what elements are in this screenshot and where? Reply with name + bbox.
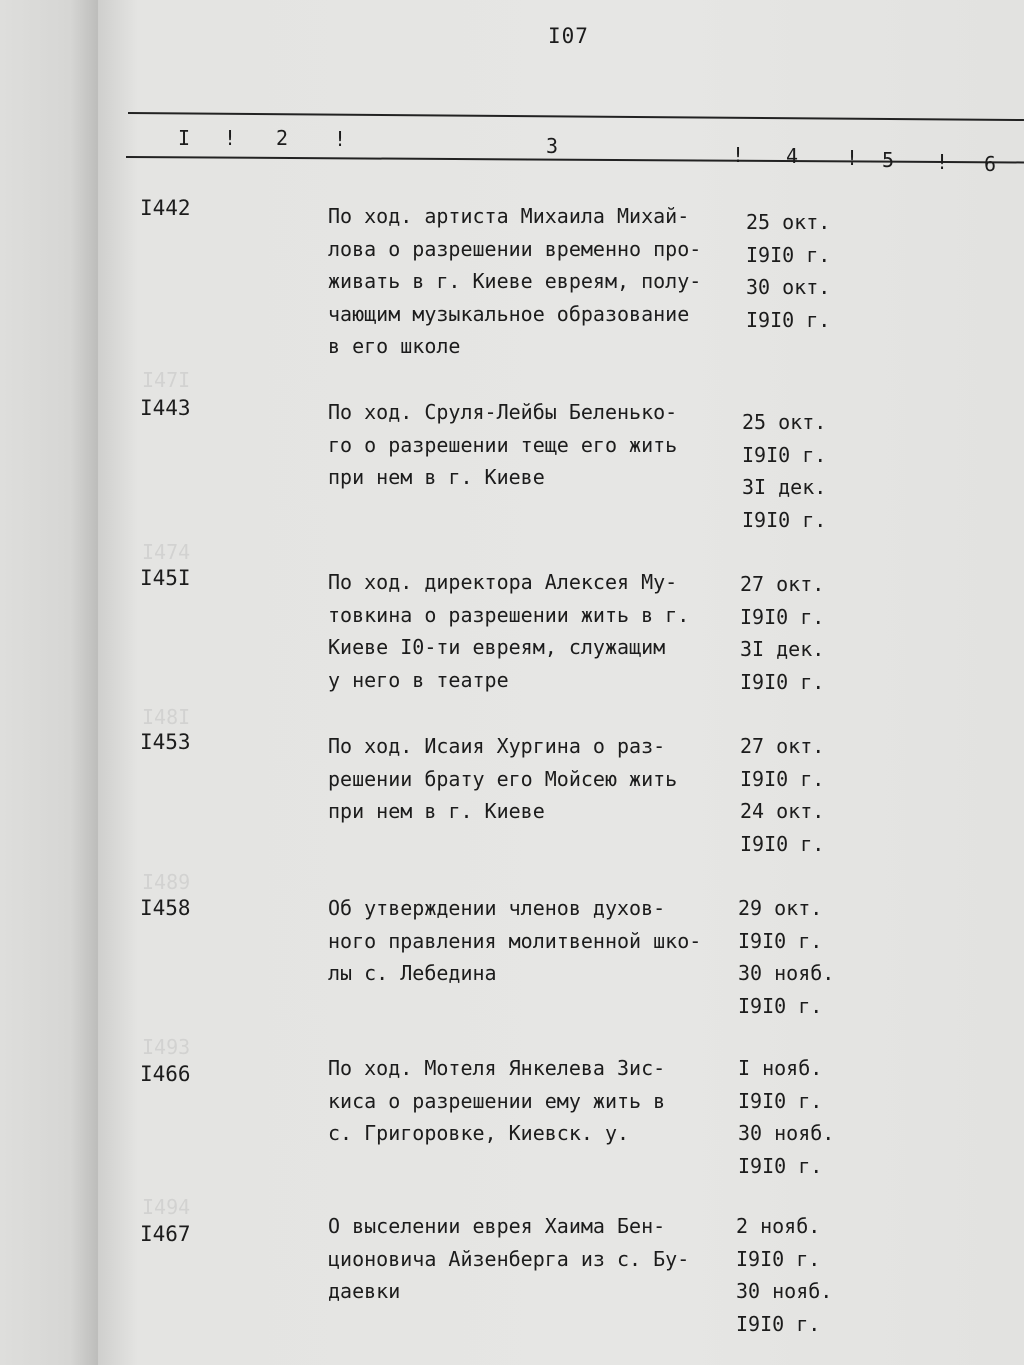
facing-page-edge xyxy=(0,0,98,1365)
description-line: решении брату его Мойсею жить xyxy=(328,766,678,791)
description-line: чающим музыкальное образование xyxy=(328,301,690,326)
case-dates xyxy=(736,1210,832,1340)
case-description xyxy=(328,730,677,828)
case-dates xyxy=(738,1052,834,1182)
description-line: у него в театре xyxy=(328,667,509,692)
description-line: при нем в г. Киеве xyxy=(328,799,545,823)
bleed-through-mark: I494 xyxy=(142,1195,191,1219)
date-line: 29 окт. xyxy=(738,896,823,920)
date-line: 27 окт. xyxy=(740,572,825,596)
date-line: 25 окт. xyxy=(746,210,831,234)
case-dates xyxy=(746,206,830,336)
case-dates xyxy=(738,892,834,1022)
date-line: 25 окт. xyxy=(742,410,827,434)
date-line: I9I0 г. xyxy=(736,1311,821,1336)
description-line: товкина о разрешении жить в г. xyxy=(328,602,690,627)
case-description xyxy=(328,1052,665,1150)
date-line: 30 окт. xyxy=(746,275,831,299)
date-line: 2 нояб. xyxy=(736,1214,821,1238)
column-header-4: 4 xyxy=(786,144,799,168)
column-separator: ! xyxy=(224,126,237,150)
description-line: при нем в г. Киеве xyxy=(328,465,545,489)
bleed-through-mark: I489 xyxy=(142,870,191,894)
description-line: По ход. Мотеля Янкелева Зис- xyxy=(328,1056,666,1080)
date-line: I9I0 г. xyxy=(736,1246,821,1271)
case-description xyxy=(328,566,689,696)
description-line: го о разрешении теще его жить xyxy=(328,432,678,457)
description-line: с. Григоровке, Киевск. у. xyxy=(328,1121,630,1145)
description-line: лова о разрешении временно про- xyxy=(328,236,702,261)
date-line: 24 окт. xyxy=(740,799,825,823)
case-number: I443 xyxy=(140,396,191,420)
case-number: I466 xyxy=(140,1062,191,1086)
description-line: О выселении еврея Хаима Бен- xyxy=(328,1214,666,1238)
date-line: I9I0 г. xyxy=(738,1088,823,1113)
date-line: I9I0 г. xyxy=(738,993,823,1018)
description-line: киса о разрешении ему жить в xyxy=(328,1088,666,1113)
date-line: I9I0 г. xyxy=(740,831,825,856)
case-description xyxy=(328,396,677,494)
case-dates xyxy=(742,406,826,536)
bleed-through-mark: I493 xyxy=(142,1035,191,1059)
date-line: 30 нояб. xyxy=(738,1121,835,1145)
column-header-3: 3 xyxy=(546,134,559,158)
description-line: По ход. артиста Михаила Михай- xyxy=(328,204,690,228)
description-line: Киеве I0-ти евреям, служащим xyxy=(328,635,666,659)
column-separator: ! xyxy=(846,146,859,170)
date-line: I9I0 г. xyxy=(738,928,823,953)
description-line: По ход. Исаия Хургина о раз- xyxy=(328,734,666,758)
date-line: I9I0 г. xyxy=(740,669,825,694)
description-line: ного правления молитвенной шко- xyxy=(328,928,702,953)
date-line: I9I0 г. xyxy=(746,242,831,267)
case-description xyxy=(328,1210,689,1308)
case-number: I458 xyxy=(140,896,191,920)
bleed-through-mark: I47I xyxy=(142,368,191,392)
description-line: ционовича Айзенберга из с. Бу- xyxy=(328,1246,690,1271)
date-line: 27 окт. xyxy=(740,734,825,758)
date-line: I9I0 г. xyxy=(740,766,825,791)
date-line: 3I дек. xyxy=(742,475,827,499)
column-header-5: 5 xyxy=(882,148,895,172)
date-line: I9I0 г. xyxy=(746,307,831,332)
column-header-2: 2 xyxy=(276,126,289,150)
date-line: I9I0 г. xyxy=(742,507,827,532)
description-line: в его школе xyxy=(328,334,461,358)
date-line: I9I0 г. xyxy=(740,604,825,629)
description-line: По ход. директора Алексея Му- xyxy=(328,570,678,594)
date-line: 3I дек. xyxy=(740,637,825,661)
column-separator: ! xyxy=(936,150,949,174)
bleed-through-mark: I474 xyxy=(142,540,191,564)
date-line: 30 нояб. xyxy=(736,1279,833,1303)
case-number: I442 xyxy=(140,196,191,220)
description-line: живать в г. Киеве евреям, полу- xyxy=(328,269,702,293)
case-description xyxy=(328,892,701,990)
description-line: лы с. Лебедина xyxy=(328,961,497,985)
date-line: I нояб. xyxy=(738,1056,823,1080)
bleed-through-mark: I48I xyxy=(142,705,191,729)
date-line: I9I0 г. xyxy=(742,442,827,467)
description-line: Об утверждении членов духов- xyxy=(328,896,666,920)
column-header-1: I xyxy=(178,126,191,150)
case-description xyxy=(328,200,701,363)
case-number: I45I xyxy=(140,566,191,590)
case-dates xyxy=(740,568,824,698)
date-line: 30 нояб. xyxy=(738,961,835,985)
description-line: По ход. Сруля-Лейбы Беленько- xyxy=(328,400,678,424)
column-separator: ! xyxy=(334,127,347,151)
case-number: I467 xyxy=(140,1222,191,1246)
date-line: I9I0 г. xyxy=(738,1153,823,1178)
case-number: I453 xyxy=(140,730,191,754)
page-number: I07 xyxy=(548,24,589,48)
description-line: даевки xyxy=(328,1279,401,1303)
case-dates xyxy=(740,730,824,860)
column-separator: ! xyxy=(732,143,745,167)
column-header-6: 6 xyxy=(984,152,997,176)
